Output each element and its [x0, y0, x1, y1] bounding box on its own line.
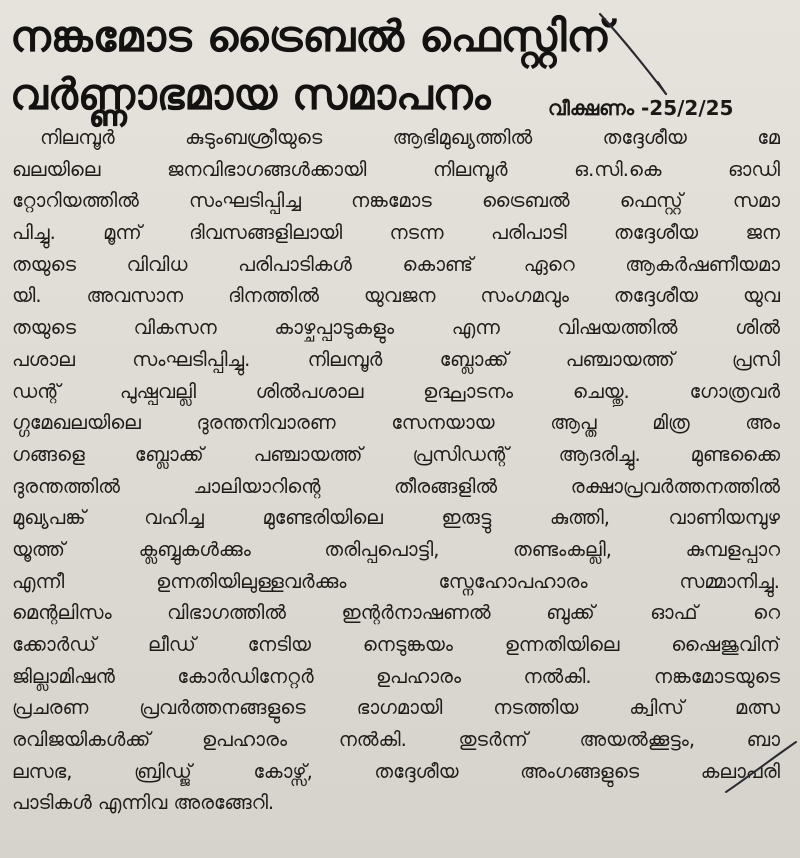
- body-line: ഗ്ഗമേഖലയിലെ ദുരന്തനിവാരണ സേനയായ ആപ്ത മിത്ര അം: [12, 411, 780, 435]
- dateline: വീക്ഷണം -25/2/25: [548, 96, 734, 120]
- body-line: ഡന്റ് പുഷ്പവല്ലി ശിൽപശാല ഉദ്ഘാടനം ചെയ്തു. ഗോത്രവർ: [12, 379, 780, 403]
- body-line: യി. അവസാന ദിനത്തിൽ യുവജന സംഗമവും തദ്ദേശീയ യുവ: [12, 284, 780, 308]
- body-line: മുഖ്യപങ്ക് വഹിച്ച മുണ്ടേരിയിലെ ഇരുട്ടു കുത്തി, വാണിയമ്പുഴ: [12, 506, 780, 530]
- body-line: ഗങ്ങളെ ബ്ലോക്ക് പഞ്ചായത്ത് പ്രസിഡന്റ് ആദരിച്ചു. മുണ്ടക്കൈ: [12, 442, 780, 466]
- body-line: ഖലയിലെ ജനവിഭാഗങ്ങൾക്കായി നിലമ്പൂർ ഒ.സി.കെ ഓഡി: [12, 157, 780, 181]
- headline-line-1: നങ്കമോട ട്രൈബൽ ഫെസ്റ്റിന്: [10, 12, 612, 62]
- pen-mark-icon: [720, 736, 800, 796]
- body-line: തയുടെ വിവിധ പരിപാടികൾ കൊണ്ട് ഏറെ ആകർഷണീയമാ: [12, 252, 780, 276]
- body-line: നിലമ്പൂർ കുടുംബശ്രീയുടെ ആഭിമുഖ്യത്തിൽ തദ്ദേശീയ മേ: [40, 126, 780, 149]
- body-line: എന്നീ ഉന്നതിയിലുള്ളവർക്കും സ്നേഹോപഹാരം സമ്മാനിച്ചു.: [12, 569, 780, 593]
- body-line: രവിജയികൾക്ക് ഉപഹാരം നൽകി. തുടർന്ന് അയൽക്കൂട്ടം, ബാ: [12, 728, 780, 752]
- headline-line-2: വർണ്ണാഭമായ സമാപനം: [10, 70, 491, 120]
- body-line: യൂത്ത് ക്ലബ്ബുകൾക്കും തരിപ്പപൊട്ടി, തണ്ടംകല്ലി, കുമ്പളപ്പാറ: [12, 537, 780, 561]
- body-line: പ്രചരണ പ്രവർത്തനങ്ങളുടെ ഭാഗമായി നടത്തിയ ക്വിസ് മത്സ: [12, 696, 780, 720]
- body-line: ക്കോർഡ് ലീഡ് നേടിയ നെടുങ്കയം ഉന്നതിയിലെ ഷൈജുവിന്: [12, 633, 780, 656]
- pen-mark-icon: [592, 8, 672, 98]
- body-line: ലസഭ, ബ്രിഡ്ജ് കോഴ്സ്, തദ്ദേശീയ അംഗങ്ങളുടെ കലാപരി: [12, 759, 780, 783]
- body-line: ദുരന്തത്തിൽ ചാലിയാറിന്റെ തീരങ്ങളിൽ രക്ഷാപ്രവർത്തനത്തിൽ: [12, 474, 780, 498]
- body-line: പാടികൾ എന്നിവ അരങ്ങേറി.: [12, 791, 275, 815]
- body-line: തയുടെ വികസന കാഴ്ചപ്പാടുകളും എന്ന വിഷയത്തിൽ ശിൽ: [12, 316, 780, 340]
- body-line: ജില്ലാമിഷൻ കോർഡിനേറ്റർ ഉപഹാരം നൽകി. നങ്കമോടയുടെ: [12, 664, 780, 688]
- body-line: പിച്ചു. മൂന്ന് ദിവസങ്ങളിലായി നടന്ന പരിപാടി തദ്ദേശീയ ജന: [12, 221, 780, 245]
- article-body: [12, 122, 780, 819]
- body-line: റ്റോറിയത്തിൽ സംഘടിപ്പിച്ച നങ്കമോട ട്രൈബൽ ഫെസ്റ്റ് സമാ: [12, 189, 780, 213]
- body-line: പശാല സംഘടിപ്പിച്ചു. നിലമ്പൂർ ബ്ലോക്ക് പഞ്ചായത്ത് പ്രസി: [12, 347, 780, 371]
- body-line: മെന്റലിസം വിഭാഗത്തിൽ ഇന്റർനാഷണൽ ബുക്ക് ഓഫ് റെ: [12, 601, 780, 625]
